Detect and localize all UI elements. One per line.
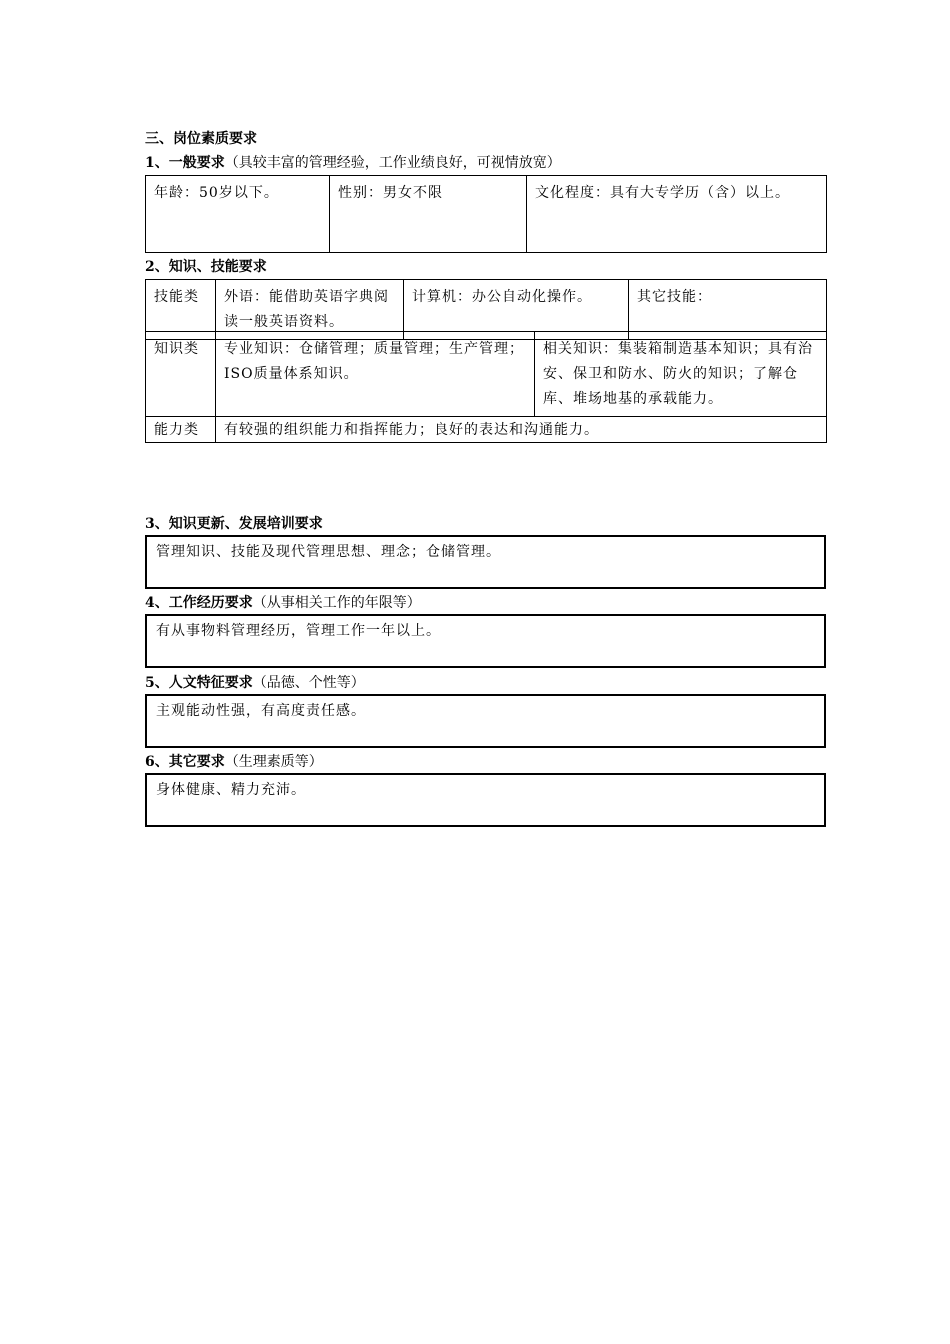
knowledge-category-label: 知识类 xyxy=(146,332,216,417)
section-title: 三、岗位素质要求 xyxy=(145,131,257,147)
other-requirements-title: 6、其它要求 xyxy=(145,754,225,770)
work-experience-title: 4、工作经历要求 xyxy=(145,595,253,611)
skill-category-label: 技能类 xyxy=(146,280,216,340)
computer-cell: 计算机：办公自动化操作。 xyxy=(404,280,629,340)
gender-cell: 性别：男女不限 xyxy=(330,176,527,253)
personal-traits-note: （品德、个性等） xyxy=(252,675,365,691)
related-knowledge-cell: 相关知识：集装箱制造基本知识；具有治安、保卫和防水、防火的知识；了解仓库、堆场地基的承载能力。 xyxy=(535,332,827,417)
training-requirements-box: 管理知识、技能及现代管理思想、理念；仓储管理。 xyxy=(145,535,826,589)
foreign-language-cell: 外语：能借助英语字典阅读一般英语资料。 xyxy=(216,280,404,340)
general-requirements-note: （具较丰富的管理经验，工作业绩良好，可视情放宽） xyxy=(224,155,561,171)
other-requirements-box: 身体健康、精力充沛。 xyxy=(145,773,826,827)
general-requirements-table xyxy=(145,175,827,253)
knowledge-skills-heading xyxy=(145,258,267,276)
work-experience-heading xyxy=(145,594,421,612)
professional-knowledge-cell: 专业知识：仓储管理；质量管理；生产管理；ISO质量体系知识。 xyxy=(216,332,535,417)
general-requirements-title: 1、一般要求 xyxy=(145,155,225,171)
other-requirements-note: （生理素质等） xyxy=(224,754,323,770)
ability-category-label: 能力类 xyxy=(146,417,216,443)
general-requirements-heading xyxy=(145,154,561,172)
training-requirements-title: 3、知识更新、发展培训要求 xyxy=(145,516,323,532)
knowledge-skills-title: 2、知识、技能要求 xyxy=(145,259,267,275)
personal-traits-box: 主观能动性强，有高度责任感。 xyxy=(145,694,826,748)
personal-traits-title: 5、人文特征要求 xyxy=(145,675,253,691)
age-cell: 年龄：50岁以下。 xyxy=(146,176,330,253)
personal-traits-heading xyxy=(145,674,365,692)
work-experience-box: 有从事物料管理经历，管理工作一年以上。 xyxy=(145,614,826,668)
education-cell: 文化程度：具有大专学历（含）以上。 xyxy=(527,176,827,253)
training-requirements-heading xyxy=(145,515,323,533)
knowledge-ability-table xyxy=(145,331,827,443)
work-experience-note: （从事相关工作的年限等） xyxy=(252,595,421,611)
other-requirements-heading xyxy=(145,753,323,771)
other-skills-cell: 其它技能： xyxy=(629,280,827,340)
ability-cell: 有较强的组织能力和指挥能力；良好的表达和沟通能力。 xyxy=(216,417,827,443)
